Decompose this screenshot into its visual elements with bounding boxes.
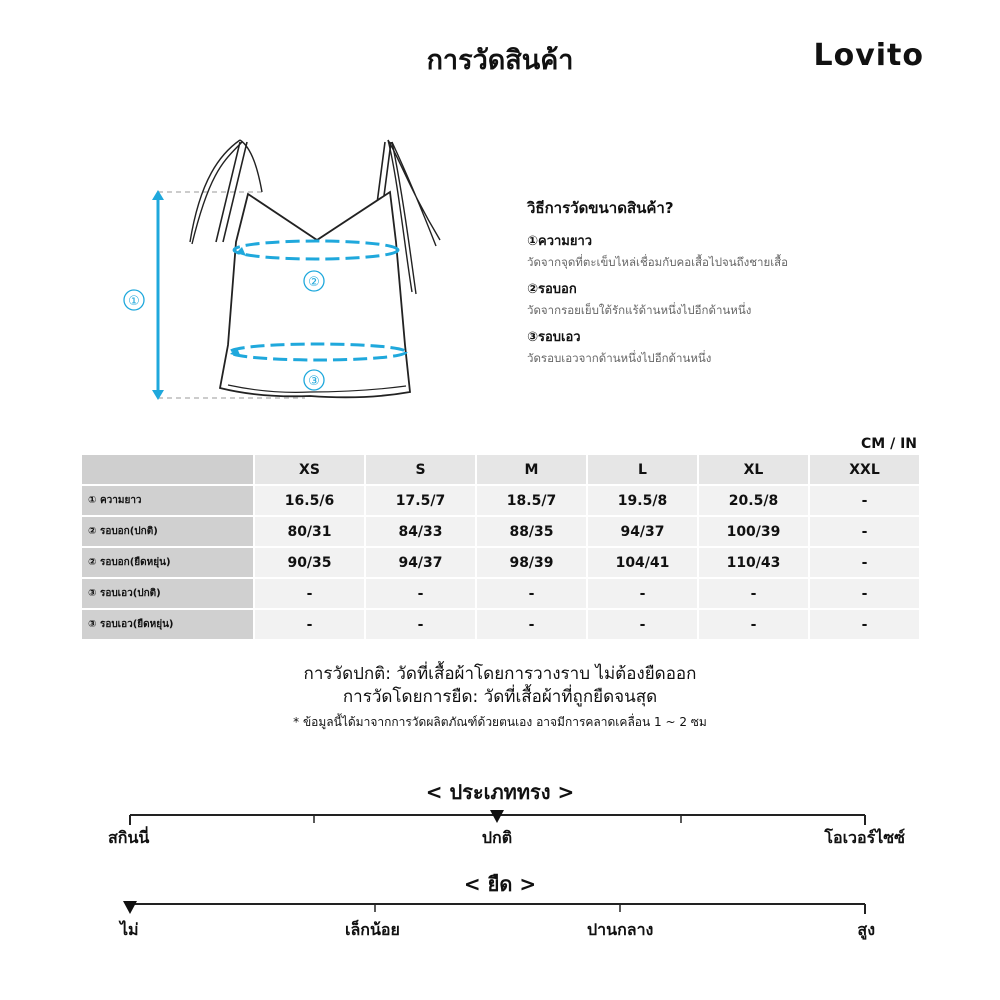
guide-length-desc: วัดจากจุดที่ตะเข็บไหล่เชื่อมกับคอเสื้อไปจนถึงชายเสื้อ bbox=[527, 255, 789, 269]
table-cell: 90/35 bbox=[255, 548, 364, 579]
size-header: L bbox=[588, 455, 697, 486]
table-row bbox=[82, 610, 919, 641]
table-cell: 19.5/8 bbox=[588, 486, 697, 517]
guide-waist-heading: ③รอบเอว bbox=[527, 330, 581, 345]
brand-logo: Lovito bbox=[813, 38, 924, 73]
fit-scale-title: < ประเภททรง > bbox=[425, 780, 575, 804]
page-title: การวัดสินค้า bbox=[426, 45, 574, 76]
row-label: ③ รอบเอว(ยืดหยุ่น) bbox=[82, 610, 253, 641]
marker-2: ② bbox=[308, 275, 320, 290]
measurement-guide bbox=[527, 196, 947, 374]
table-cell: 104/41 bbox=[588, 548, 697, 579]
disclaimer-note: * ข้อมูลนี้ได้มาจากการวัดผลิตภัณฑ์ด้วยตนเอง อาจมีการคลาดเคลื่อน 1 ~ 2 ซม bbox=[293, 715, 707, 729]
fit-selected-indicator bbox=[490, 810, 504, 823]
stretch-scale-title: < ยืด > bbox=[463, 872, 537, 896]
guide-title: วิธีการวัดขนาดสินค้า? bbox=[527, 199, 674, 217]
camisole-illustration bbox=[100, 130, 460, 420]
table-cell: 80/31 bbox=[255, 517, 364, 548]
fit-label-regular: ปกติ bbox=[481, 828, 513, 847]
table-cell: 94/37 bbox=[366, 548, 475, 579]
unit-label: CM / IN bbox=[861, 436, 917, 452]
row-label: ① ความยาว bbox=[82, 486, 253, 517]
size-header: S bbox=[366, 455, 475, 486]
table-row bbox=[82, 517, 919, 548]
row-label: ③ รอบเอว(ปกติ) bbox=[82, 579, 253, 610]
stretch-label-medium: ปานกลาง bbox=[587, 920, 654, 939]
table-cell: 100/39 bbox=[699, 517, 808, 548]
table-cell: 110/43 bbox=[699, 548, 808, 579]
table-cell: - bbox=[366, 610, 475, 641]
table-cell: 94/37 bbox=[588, 517, 697, 548]
guide-waist-desc: วัดรอบเอวจากด้านหนึ่งไปอีกด้านหนึ่ง bbox=[527, 351, 712, 365]
table-cell: 98/39 bbox=[477, 548, 586, 579]
table-cell: - bbox=[477, 610, 586, 641]
row-label: ② รอบอก(ปกติ) bbox=[82, 517, 253, 548]
size-table bbox=[80, 455, 921, 641]
table-cell: - bbox=[810, 486, 919, 517]
size-header-row bbox=[82, 455, 919, 486]
stretch-selected-indicator bbox=[123, 901, 137, 914]
stretch-measure-note: การวัดโดยการยืด: วัดที่เสื้อผ้าที่ถูกยืดจนสุด bbox=[342, 687, 658, 707]
table-cell: 16.5/6 bbox=[255, 486, 364, 517]
size-header: XS bbox=[255, 455, 364, 486]
table-row bbox=[82, 579, 919, 610]
left-tie-end bbox=[240, 140, 262, 192]
table-cell: - bbox=[810, 517, 919, 548]
normal-measure-note: การวัดปกติ: วัดที่เสื้อผ้าโดยการวางราบ ไม่ต้องยืดออก bbox=[303, 664, 697, 684]
table-cell: - bbox=[810, 610, 919, 641]
table-cell: 17.5/7 bbox=[366, 486, 475, 517]
table-cell: 88/35 bbox=[477, 517, 586, 548]
table-cell: 20.5/8 bbox=[699, 486, 808, 517]
stretch-scale bbox=[0, 896, 1000, 921]
garment-diagram bbox=[100, 130, 460, 420]
right-tie bbox=[388, 140, 440, 246]
table-cell: - bbox=[810, 548, 919, 579]
table-cell: - bbox=[699, 579, 808, 610]
size-header: XL bbox=[699, 455, 808, 486]
table-cell: 18.5/7 bbox=[477, 486, 586, 517]
fit-label-oversize: โอเวอร์ไซซ์ bbox=[824, 828, 905, 847]
table-row bbox=[82, 486, 919, 517]
garment-body bbox=[220, 192, 410, 397]
size-header: M bbox=[477, 455, 586, 486]
marker-1: ① bbox=[128, 294, 140, 309]
table-cell: - bbox=[588, 610, 697, 641]
table-cell: 84/33 bbox=[366, 517, 475, 548]
guide-bust-desc: วัดจากรอยเย็บใต้รักแร้ด้านหนึ่งไปอีกด้านหนึ่ง bbox=[527, 303, 752, 317]
table-cell: - bbox=[255, 579, 364, 610]
table-cell: - bbox=[588, 579, 697, 610]
guide-length-heading: ①ความยาว bbox=[527, 234, 593, 249]
fit-label-skinny: สกินนี่ bbox=[108, 828, 150, 847]
table-cell: - bbox=[810, 579, 919, 610]
stretch-label-slight: เล็กน้อย bbox=[345, 920, 400, 939]
stretch-label-high: สูง bbox=[857, 920, 875, 939]
table-cell: - bbox=[255, 610, 364, 641]
table-cell: - bbox=[699, 610, 808, 641]
table-cell: - bbox=[477, 579, 586, 610]
row-label: ② รอบอก(ยืดหยุ่น) bbox=[82, 548, 253, 579]
guide-bust-heading: ②รอบอก bbox=[527, 282, 577, 297]
table-corner bbox=[82, 455, 253, 486]
stretch-label-none: ไม่ bbox=[120, 920, 139, 939]
marker-3: ③ bbox=[308, 374, 320, 389]
table-row bbox=[82, 548, 919, 579]
size-header: XXL bbox=[810, 455, 919, 486]
table-cell: - bbox=[366, 579, 475, 610]
